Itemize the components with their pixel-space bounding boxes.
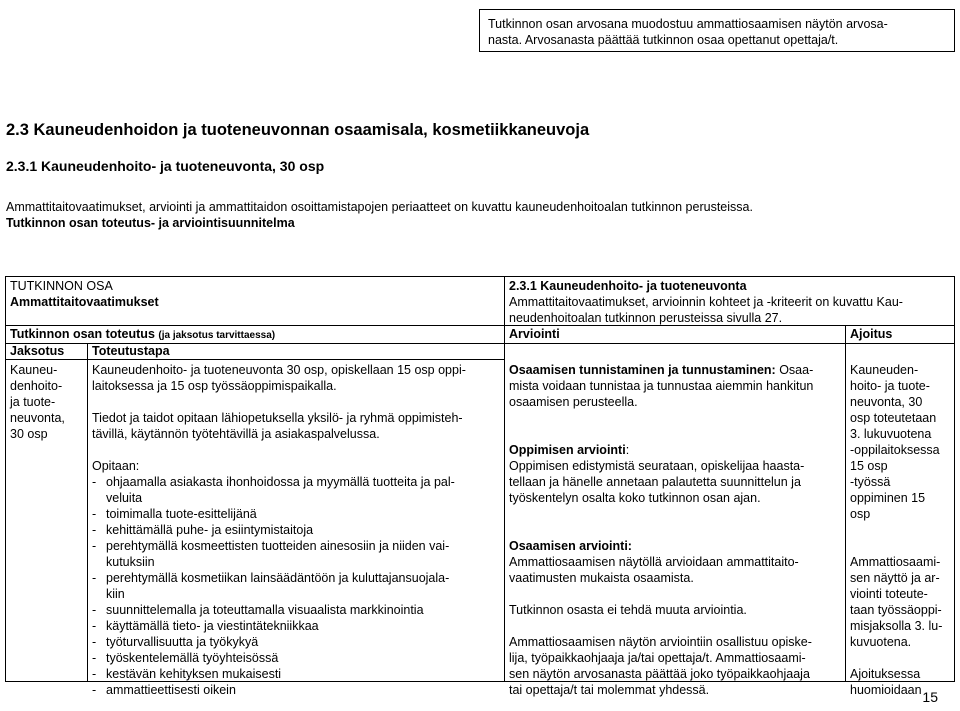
opitaan-item-line: - kestävän kehityksen mukaisesti [106, 667, 282, 681]
ajoitus-line: hoito- ja tuote- [850, 379, 930, 393]
jaksotus-header: Jaksotus [10, 344, 65, 358]
arviointi-line: työskentelyn osalta koko tutkinnon osan ajan. [509, 491, 761, 505]
table-rule [87, 343, 88, 681]
arviointi-s3-title: Osaamisen arviointi: [509, 539, 632, 553]
opitaan-item-line: - ammattieettisesti oikein [106, 683, 236, 697]
opitaan-item [92, 522, 466, 538]
grade-info-line: Tutkinnon osan arvosana muodostuu ammattiosaamisen näytön arvosa- [488, 17, 888, 31]
opitaan-label: Opitaan: [92, 459, 140, 473]
ajoitus-line: -oppilaitoksessa [850, 443, 940, 457]
arviointi-s1-title: Osaamisen tunnistaminen ja tunnustaminen: [509, 363, 776, 377]
section-heading: 2.3 Kauneudenhoidon ja tuoteneuvonnan osaamisala, kosmetiikkaneuvoja [6, 121, 590, 139]
ajoitus-header: Ajoitus [850, 327, 893, 341]
opitaan-item-line: - suunnittelemalla ja toteuttamalla visuaalista markkinointia [106, 603, 424, 617]
arviointi-line: tellaan ja hänelle annetaan palautetta suunnittelun ja [509, 475, 801, 489]
ajoitus-line: Kauneuden- [850, 363, 919, 377]
ammattitaito-value: Ammattitaitovaatimukset, arvioinnin kohteet ja -kriteerit on kuvattu Kau- [509, 295, 903, 309]
arviointi-line: Ammattiosaamisen näytön arviointiin osallistuu opiske- [509, 635, 812, 649]
opitaan-item [92, 570, 466, 602]
intro-paragraph [6, 199, 946, 231]
opitaan-item-line: - kehittämällä puhe- ja esiintymistaitoja [106, 523, 314, 537]
arviointi-s1-rest: Osaa- [775, 363, 814, 377]
arviointi-cell [509, 362, 813, 698]
toteutus-line: tävillä, käytännön työtehtävillä ja asiakaspalvelussa. [92, 427, 380, 441]
arviointi-line: tai opettaja/t tai molemmat yhdessä. [509, 683, 710, 697]
toteutus-header-small: (ja jaksotus tarvittaessa) [158, 330, 276, 341]
toteutus-line: Kauneudenhoito- ja tuoteneuvonta 30 osp, opiskellaan 15 osp oppi- [92, 363, 466, 377]
toteutus-header-text: Tutkinnon osan toteutus [10, 327, 155, 341]
opitaan-item [92, 602, 466, 618]
arviointi-header: Arviointi [509, 327, 560, 341]
toteutus-header [10, 326, 275, 344]
ajoitus-line: -työssä [850, 475, 891, 489]
ammattitaito-label: Ammattitaitovaatimukset [10, 295, 159, 309]
ajoitus-line: taan työssäoppi- [850, 603, 942, 617]
grade-info-box [479, 9, 955, 52]
opitaan-item [92, 618, 466, 634]
opitaan-item [92, 506, 466, 522]
opitaan-item-line: - ohjaamalla asiakasta ihonhoidossa ja myymällä tuotteita ja pal- [106, 475, 455, 489]
arviointi-line [509, 442, 813, 458]
opitaan-item [92, 666, 466, 682]
plan-table [5, 276, 955, 697]
opitaan-item-line: kiin [106, 587, 125, 601]
jaksotus-line: Kauneu- [10, 363, 58, 377]
jaksotus-line: denhoito- [10, 379, 63, 393]
arviointi-line: sen näytön arvosanasta päättää joko työpaikkaohjaaja [509, 667, 810, 681]
opitaan-item [92, 634, 466, 650]
arviointi-s2-colon: : [625, 443, 630, 457]
opitaan-item-line: - perehtymällä kosmetiikan lainsäädäntöön ja kuluttajansuojala- [106, 571, 450, 585]
opitaan-item [92, 474, 466, 506]
ajoitus-line: osp toteutetaan [850, 411, 937, 425]
ajoitus-line: 3. lukuvuotena [850, 427, 932, 441]
ajoitus-para [850, 554, 942, 650]
tutkinnon-osa-value: 2.3.1 Kauneudenhoito- ja tuoteneuvonta [509, 279, 747, 293]
opitaan-item [92, 650, 466, 666]
ammattitaito-value: neudenhoitoalan tutkinnon perusteissa sivulla 27. [509, 311, 783, 325]
jaksotus-line: neuvonta, [10, 411, 65, 425]
ajoitus-para [850, 362, 942, 522]
jaksotus-line: ja tuote- [10, 395, 56, 409]
ajoitus-line: sen näyttö ja ar- [850, 571, 940, 585]
ajoitus-line: kuvuotena. [850, 635, 912, 649]
ajoitus-line: 15 osp [850, 459, 888, 473]
opitaan-item-line: - työskentelemällä työyhteisössä [106, 651, 279, 665]
table-rule [6, 359, 504, 360]
arviointi-line: Tutkinnon osasta ei tehdä muuta arviointia. [509, 603, 747, 617]
table-rule [845, 325, 846, 681]
ajoitus-line: neuvonta, 30 [850, 395, 923, 409]
opitaan-list [92, 474, 466, 698]
arviointi-line: mista voidaan tunnistaa ja tunnustaa aiemmin hankitun [509, 379, 814, 393]
arviointi-line [509, 362, 813, 378]
page-number: 15 [922, 689, 938, 705]
arviointi-line: osaamisen perusteella. [509, 395, 638, 409]
ajoitus-line: Ammattiosaami- [850, 555, 941, 569]
toteutus-line: laitoksessa ja 15 osp työssäoppimispaikalla. [92, 379, 337, 393]
jaksotus-cell [10, 362, 65, 442]
opitaan-item [92, 538, 466, 570]
opitaan-item-line: - perehtymällä kosmeettisten tuotteiden ainesosiin ja niiden vai- [106, 539, 450, 553]
arviointi-line: Oppimisen edistymistä seurataan, opiskelijaa haasta- [509, 459, 805, 473]
ajoitus-line: misjaksolla 3. lu- [850, 619, 943, 633]
arviointi-line: lija, työpaikkaohjaaja ja/tai opettaja/t. Ammattiosaami- [509, 651, 806, 665]
ajoitus-line: huomioidaan [850, 683, 922, 697]
toteutustapa-header: Toteutustapa [92, 344, 170, 358]
toteutus-line: Tiedot ja taidot opitaan lähiopetuksella yksilö- ja ryhmä oppimisteh- [92, 411, 463, 425]
opitaan-item-line: - työturvallisuutta ja työkykyä [106, 635, 259, 649]
arviointi-s2-title: Oppimisen arviointi [509, 443, 626, 457]
arviointi-line: vaatimusten mukaista osaamista. [509, 571, 694, 585]
opitaan-item-line: kutuksiin [106, 555, 155, 569]
table-rule [504, 277, 505, 681]
subsection-heading: 2.3.1 Kauneudenhoito- ja tuoteneuvonta, 30 osp [6, 158, 325, 174]
intro-line: Ammattitaitovaatimukset, arviointi ja ammattitaidon osoittamistapojen periaatteet on kuvattu kauneudenhoitoalan tutkinnon perusteissa. [6, 200, 753, 214]
jaksotus-line: 30 osp [10, 427, 48, 441]
ajoitus-line: viointi toteute- [850, 587, 928, 601]
toteutustapa-cell [92, 362, 466, 698]
opitaan-item [92, 682, 466, 698]
opitaan-item-line: - käyttämällä tieto- ja viestintätekniikkaa [106, 619, 319, 633]
plan-title: Tutkinnon osan toteutus- ja arviointisuunnitelma [6, 216, 295, 230]
arviointi-line: Ammattiosaamisen näytöllä arvioidaan ammattitaito- [509, 555, 799, 569]
tutkinnon-osa-label: TUTKINNON OSA [10, 279, 113, 293]
grade-info-line: nasta. Arvosanasta päättää tutkinnon osaa opettanut opettaja/t. [488, 33, 839, 47]
ajoitus-line: osp [850, 507, 871, 521]
opitaan-item-line: veluita [106, 491, 143, 505]
ajoitus-line: Ajoituksessa [850, 667, 921, 681]
opitaan-item-line: - toimimalla tuote-esittelijänä [106, 507, 257, 521]
ajoitus-cell [850, 362, 942, 698]
ajoitus-line: oppiminen 15 [850, 491, 926, 505]
